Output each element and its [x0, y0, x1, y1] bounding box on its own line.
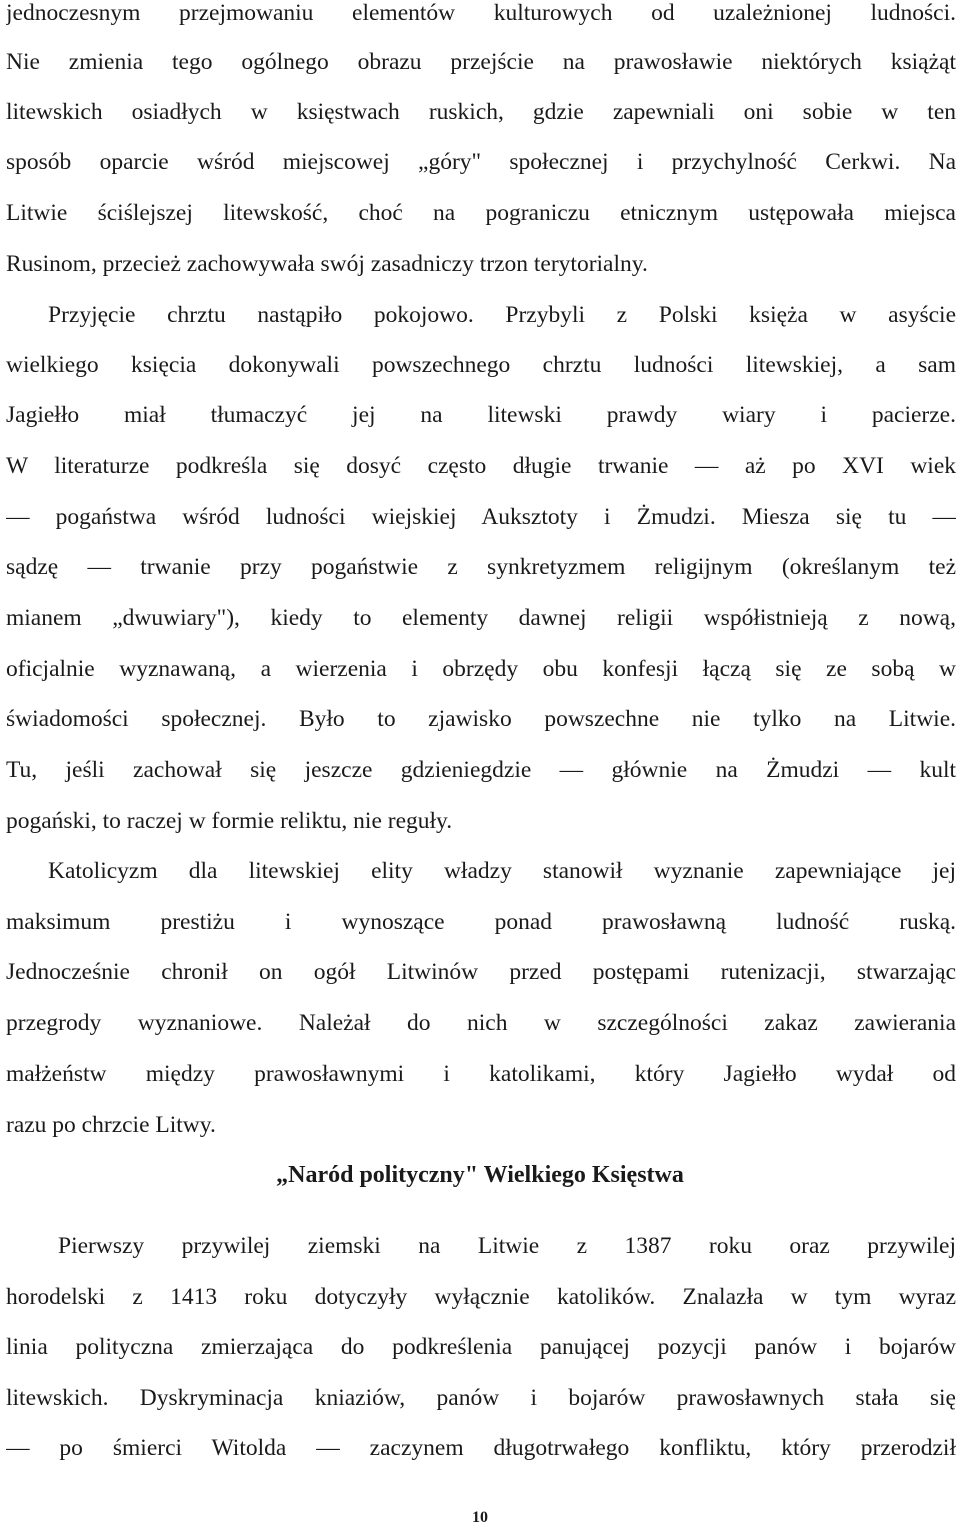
text-line: oficjalnie wyznawaną, a wierzenia i obrzędy obu konfesji łączą się ze sobą w [6, 656, 956, 682]
text-line: pogański, to raczej w formie reliktu, nie reguły. [6, 808, 453, 834]
paragraph-first-line: Przyjęcie chrztu nastąpiło pokojowo. Przybyli z Polski księża w asyście [48, 302, 956, 328]
text-line: Litwie ściślejszej litewskość, choć na pograniczu etnicznym ustępowała miejsca [6, 200, 956, 226]
text-line: — pogaństwa wśród ludności wiejskiej Auksztoty i Żmudzi. Miesza się tu — [6, 504, 956, 530]
text-line: Nie zmienia tego ogólnego obrazu przejście na prawosławie niektórych książąt [6, 49, 956, 75]
text-line: horodelski z 1413 roku dotyczyły wyłącznie katolików. Znalazła w tym wyraz [6, 1284, 956, 1310]
text-line: sądzę — trwanie przy pogaństwie z synkretyzmem religijnym (określanym też [6, 554, 956, 580]
paragraph-first-line: Katolicyzm dla litewskiej elity władzy stanowił wyznanie zapewniające jej [48, 858, 956, 884]
text-line: świadomości społecznej. Było to zjawisko powszechne nie tylko na Litwie. [6, 706, 956, 732]
text-line: wielkiego księcia dokonywali powszechnego chrztu ludności litewskiej, a sam [6, 352, 956, 378]
page-number: 10 [472, 1509, 488, 1526]
text-line: sposób oparcie wśród miejscowej „góry" społecznej i przychylność Cerkwi. Na [6, 149, 956, 175]
text-line: Jagiełło miał tłumaczyć jej na litewski prawdy wiary i pacierze. [6, 402, 956, 428]
text-line: Rusinom, przecież zachowywała swój zasadniczy trzon terytorialny. [6, 251, 648, 277]
text-line: razu po chrzcie Litwy. [6, 1112, 216, 1138]
text-line: linia polityczna zmierzająca do podkreślenia panującej pozycji panów i bojarów [6, 1334, 956, 1360]
text-line: litewskich osiadłych w księstwach ruskich, gdzie zapewniali oni sobie w ten [6, 99, 956, 125]
text-line: małżeństw między prawosławnymi i katolikami, który Jagiełło wydał od [6, 1061, 956, 1087]
text-line: jednoczesnym przejmowaniu elementów kulturowych od uzależnionej ludności. [6, 0, 956, 26]
text-line: litewskich. Dyskryminacja kniaziów, panów i bojarów prawosławnych stała się [6, 1385, 956, 1411]
text-line: mianem „dwuwiary"), kiedy to elementy dawnej religii współistnieją z nową, [6, 605, 956, 631]
text-line: Jednocześnie chronił on ogół Litwinów przed postępami rutenizacji, stwarzając [6, 959, 956, 985]
paragraph-first-line: Pierwszy przywilej ziemski na Litwie z 1387 roku oraz przywilej [58, 1233, 956, 1259]
text-line: Tu, jeśli zachował się jeszcze gdzieniegdzie — głównie na Żmudzi — kult [6, 757, 956, 783]
text-line: — po śmierci Witolda — zaczynem długotrwałego konfliktu, który przerodził [6, 1435, 956, 1461]
text-line: W literaturze podkreśla się dosyć często długie trwanie — aż po XVI wiek [6, 453, 956, 479]
text-line: maksimum prestiżu i wynoszące ponad prawosławną ludność ruską. [6, 909, 956, 935]
section-heading: „Naród polityczny" Wielkiego Księstwa [276, 1162, 684, 1188]
text-line: przegrody wyznaniowe. Należał do nich w szczególności zakaz zawierania [6, 1010, 956, 1036]
